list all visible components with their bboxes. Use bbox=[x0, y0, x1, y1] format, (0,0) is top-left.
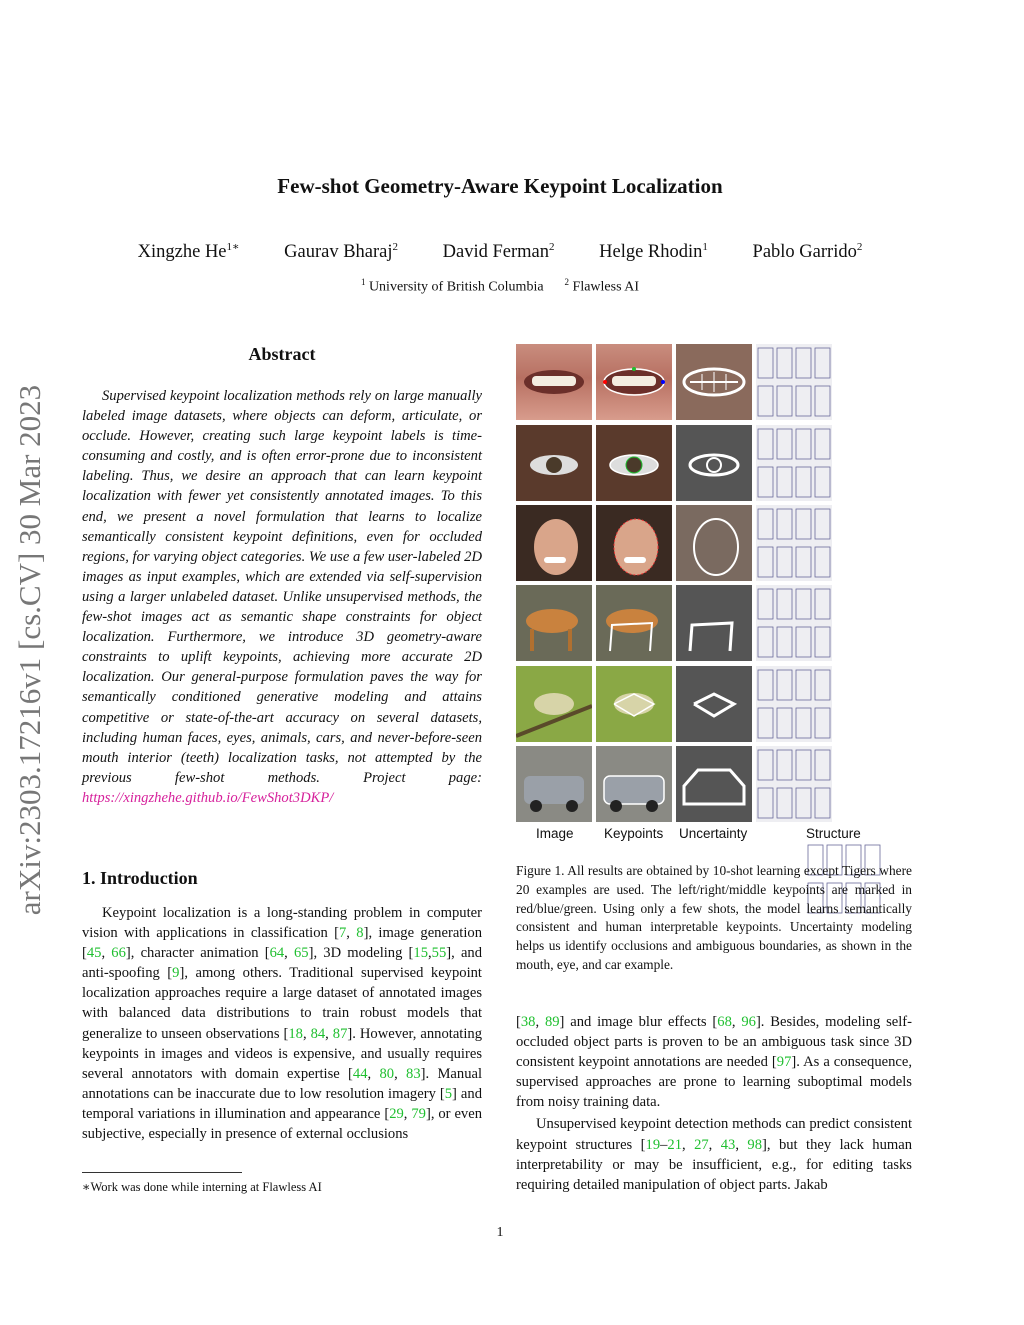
citation-link[interactable]: 83 bbox=[406, 1065, 421, 1082]
text-run: ]. Besides, modeling self-occluded object parts is proven to be an ambiguous task since 3D consistent keypoint annotations are needed [ bbox=[516, 1014, 913, 1071]
paper-title: Few-shot Geometry-Aware Keypoint Localization bbox=[277, 174, 723, 198]
text-run: ], or even subjective, especially in presence of external occlusions bbox=[82, 1105, 483, 1143]
citation-link[interactable]: 80 bbox=[379, 1065, 395, 1082]
text-run: , bbox=[325, 1025, 333, 1042]
text-run: , bbox=[708, 1136, 721, 1153]
figure-1-grid bbox=[516, 344, 912, 824]
right-column-text bbox=[516, 1012, 912, 1195]
citation-link[interactable]: 45 bbox=[86, 945, 102, 962]
paragraph bbox=[516, 1114, 912, 1194]
tiger-image bbox=[516, 585, 592, 661]
figure-caption: Figure 1. All results are obtained by 10-shot learning except Tigers where 20 examples are used. The left/right/middle keypoints are marked in red/blue/green. Using only a few shots, the model learns semantically consistent and human interpretable keypoints. Uncertainty modeling helps us identify occlusions and ambiguous boundaries, as shown in the mouth, eye, and car example. bbox=[516, 863, 912, 972]
arxiv-stamp: arXiv:2303.17216v1 [cs.CV] 30 Mar 2023 bbox=[12, 384, 47, 916]
text-run: ] and temporal variations in illumination and appearance [ bbox=[82, 1085, 482, 1122]
citation-link[interactable]: 15 bbox=[413, 945, 429, 962]
face-keypoints bbox=[596, 505, 672, 581]
citation-link[interactable]: 64 bbox=[269, 945, 285, 962]
mouth-uncertainty bbox=[676, 344, 752, 420]
citation-link[interactable]: 27 bbox=[694, 1136, 709, 1153]
text-run: ], and anti-spoofing [ bbox=[82, 945, 483, 982]
text-run: , bbox=[367, 1065, 380, 1082]
author: Gaurav Bharaj$^2$ bbox=[284, 241, 399, 263]
eye-keypoints bbox=[596, 425, 672, 501]
text-run: ] and image blur effects [ bbox=[559, 1014, 718, 1030]
project-page-link[interactable]: https://xingzhehe.github.io/FewShot3DKP/ bbox=[82, 789, 334, 806]
intro-heading: 1. Introduction bbox=[82, 868, 198, 888]
affiliations: $^1$ University of British Columbia $^2$ Flawless AI bbox=[360, 277, 640, 295]
text-run: ], image generation [ bbox=[82, 925, 482, 962]
text-run: Unsupervised keypoint detection methods can predict consistent keypoint structures [ bbox=[516, 1116, 912, 1153]
text-run: ], but they lack human interpretability or may be insufficient, e.g., for editing tasks requiring detailed manipulation of object parts. Jakab bbox=[516, 1136, 913, 1193]
bird-image bbox=[516, 666, 592, 742]
eye-image bbox=[516, 425, 592, 501]
col-label-keypoints: Keypoints bbox=[604, 826, 664, 841]
text-run: , bbox=[346, 925, 357, 942]
face-structure bbox=[756, 505, 832, 581]
author: David Ferman$^2$ bbox=[442, 241, 555, 263]
citation-link[interactable]: 55 bbox=[431, 945, 447, 962]
car-image bbox=[516, 746, 592, 822]
text-run: ], among others. Traditional supervised keypoint localization approaches require a large dataset of annotated images with balanced data distributions to train robust models that generalize to unseen observations [ bbox=[82, 965, 482, 1042]
abstract-heading: Abstract bbox=[248, 344, 316, 364]
citation-link[interactable]: 7 bbox=[339, 925, 347, 942]
text-run: , bbox=[101, 945, 112, 962]
citation-link[interactable]: 68 bbox=[717, 1014, 732, 1030]
footnote: ∗Work was done while interning at Flawless AI bbox=[82, 1180, 322, 1194]
page-number: 1 bbox=[496, 1225, 504, 1240]
text-run: , bbox=[403, 1105, 412, 1122]
bird-uncertainty bbox=[676, 666, 752, 742]
mouth-keypoints bbox=[596, 344, 672, 420]
mouth-structure bbox=[756, 344, 832, 420]
citation-link[interactable]: 96 bbox=[741, 1014, 756, 1030]
text-run: , bbox=[284, 945, 294, 962]
bird-structure bbox=[756, 666, 832, 742]
car-structure bbox=[756, 746, 832, 822]
citation-link[interactable]: 5 bbox=[444, 1085, 453, 1102]
author-list bbox=[0, 240, 1000, 263]
text-run: , bbox=[682, 1136, 695, 1153]
abstract-text: Supervised keypoint localization methods rely on large manually labeled image datasets, where objects can deform, articulate, or occlude. However, creating such large keypoint labels is time-consuming and costly, and is often error-prone due to inconsistent labeling. Thus, we desire an approach that can learn keypoint localization with fewer yet consistently annotated images. To this end, we present a novel formulation that learns to localize semantically consistent keypoint definitions, even for occluded regions, for varying object categories. We use a few user-labeled 2D images as input examples, which are extended via self-supervision using a larger unlabeled dataset. Unlike unsupervised methods, the few-shot images act as semantic shape constraints for object localization. Furthermore, we introduce 3D geometry-aware constraints to uplift keypoints, achieving more accurate 2D localization. Our general-purpose formulation paves the way for semantically conditioned generative modeling and attains competitive or state-of-the-art accuracy on several datasets, including human faces, eyes, animals, cars, and never-before-seen mouth interior (teeth) localization tasks, not attempted by the previous few-shot methods. Project page: https://xingzhehe.github.io/FewShot3DKP/ bbox=[82, 388, 482, 806]
col-label-structure: Structure bbox=[806, 826, 912, 920]
face-uncertainty bbox=[676, 505, 752, 581]
citation-link[interactable]: 21 bbox=[667, 1136, 682, 1153]
text-run: ]. As a consequence, supervised approaches are prone to learning suboptimal models from noisy training data. bbox=[516, 1054, 913, 1111]
text-run: , bbox=[428, 945, 432, 962]
eye-uncertainty bbox=[676, 425, 752, 501]
text-run: Keypoint localization is a long-standing problem in computer vision with applications in classification [ bbox=[82, 905, 482, 942]
author: Xingzhe $He^{1∗}$ bbox=[137, 241, 240, 263]
car-keypoints bbox=[596, 746, 672, 822]
text-run: , bbox=[302, 1025, 311, 1042]
citation-link[interactable]: 44 bbox=[352, 1065, 368, 1082]
author: Helge Rhodin$^1$ bbox=[599, 241, 708, 263]
citation-link[interactable]: 98 bbox=[747, 1136, 763, 1153]
text-run: – bbox=[660, 1136, 668, 1153]
text-run: ]. Manual annotations can be inaccurate due to low resolution imagery [ bbox=[82, 1065, 483, 1102]
figure-column-labels bbox=[516, 826, 912, 846]
citation-link[interactable]: 43 bbox=[720, 1136, 736, 1153]
col-label-image: Image bbox=[536, 826, 574, 841]
citation-link[interactable]: 29 bbox=[389, 1105, 404, 1122]
tiger-structure bbox=[756, 585, 832, 661]
citation-link[interactable]: 87 bbox=[332, 1025, 348, 1042]
intro-paragraph bbox=[82, 903, 482, 1144]
eye-structure bbox=[756, 425, 832, 501]
text-run: ]. However, annotating keypoints in images and videos is expensive, and usually requires several annotators with domain expertise [ bbox=[82, 1025, 483, 1082]
citation-link[interactable]: 38 bbox=[520, 1014, 536, 1030]
bird-keypoints bbox=[596, 666, 672, 742]
car-uncertainty bbox=[676, 746, 752, 822]
citation-link[interactable]: 84 bbox=[310, 1025, 326, 1042]
author: Pablo Garrido$^2$ bbox=[752, 241, 863, 263]
citation-link[interactable]: 66 bbox=[111, 945, 126, 962]
text-run: ], character animation [ bbox=[125, 945, 270, 962]
mouth-image bbox=[516, 344, 592, 420]
paragraph bbox=[516, 1012, 912, 1112]
citation-link[interactable]: 97 bbox=[776, 1054, 792, 1071]
text-run: ], 3D modeling [ bbox=[308, 945, 414, 962]
text-run: , bbox=[394, 1065, 407, 1082]
citation-link[interactable]: 9 bbox=[172, 965, 180, 982]
text-run: , bbox=[535, 1014, 545, 1030]
face-image bbox=[516, 505, 592, 581]
citation-link[interactable]: 18 bbox=[288, 1025, 303, 1042]
citation-link[interactable]: 79 bbox=[411, 1105, 426, 1122]
col-label-uncertainty: Uncertainty bbox=[679, 826, 748, 841]
tiger-uncertainty bbox=[676, 585, 752, 661]
citation-link[interactable]: 89 bbox=[544, 1014, 560, 1030]
citation-link[interactable]: 65 bbox=[294, 945, 309, 962]
text-run: [ bbox=[516, 1014, 521, 1030]
footnote-rule bbox=[82, 1172, 242, 1173]
text-run: , bbox=[731, 1014, 742, 1030]
citation-link[interactable]: 19 bbox=[645, 1136, 661, 1153]
tiger-keypoints bbox=[596, 585, 672, 661]
text-run: , bbox=[735, 1136, 748, 1153]
citation-link[interactable]: 8 bbox=[356, 925, 364, 942]
